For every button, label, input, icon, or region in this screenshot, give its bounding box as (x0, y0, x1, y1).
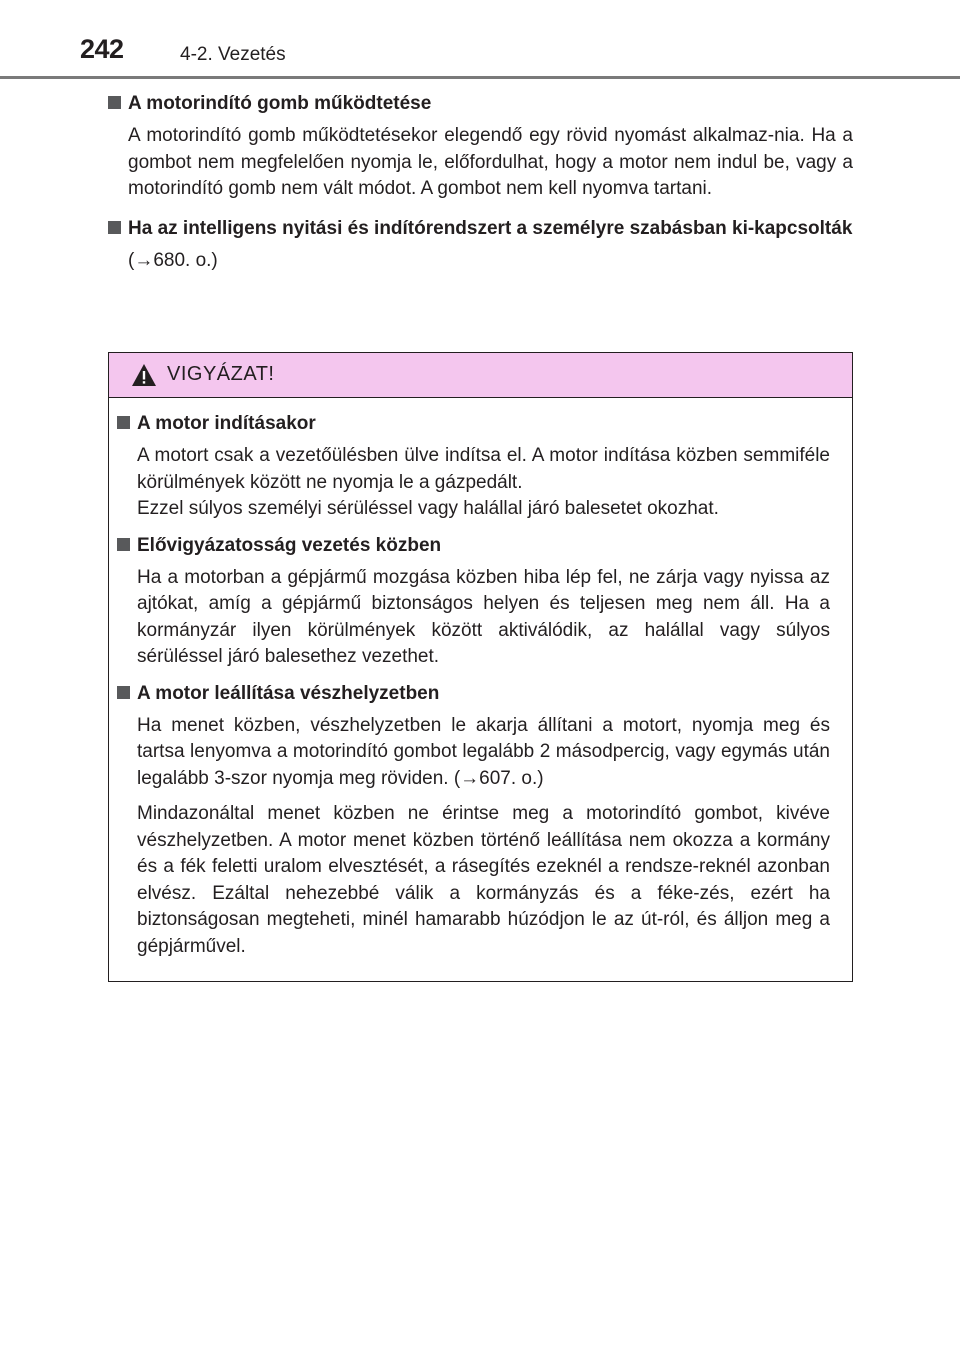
warning-title: VIGYÁZAT! (167, 363, 275, 385)
header-divider (0, 76, 960, 79)
warning-section-emergency-stop (117, 680, 830, 961)
section-start-button-operation (108, 90, 853, 203)
warning-section-heading-text: A motor indításakor (137, 413, 316, 434)
warning-section-heading-text: A motor leállítása vészhelyzetben (137, 682, 440, 704)
square-bullet-icon (108, 96, 121, 109)
warning-section-heading (117, 532, 830, 559)
warning-section-heading (117, 680, 830, 707)
section-heading (108, 90, 853, 117)
warning-section-heading (117, 410, 830, 437)
page-number: 242 (80, 34, 124, 64)
section-paragraph: A motorindító gomb működtetésekor elegendő egy rövid nyomást alkalmaz-nia. Ha a gombot nem megfelelően nyomja le, előfordulhat, hogy a motor nem indul be, vagy a motorindító gomb nem vált módot. A gombot nem kell nyomva tartani. (128, 125, 853, 199)
warning-triangle-icon (131, 363, 157, 387)
section-heading-text: A motorindító gomb működtetése (128, 93, 432, 114)
section-label: 4-2. Vezetés (180, 44, 286, 65)
warning-paragraph: Ezzel súlyos személyi sérüléssel vagy halállal járó balesetet okozhat. (137, 498, 719, 519)
warning-body (109, 398, 852, 960)
warning-header (109, 353, 852, 398)
square-bullet-icon (117, 416, 130, 429)
square-bullet-icon (108, 221, 121, 234)
warning-section-starting (117, 410, 830, 523)
warning-box (108, 352, 853, 982)
warning-paragraph: Ha a motorban a gépjármű mozgása közben hiba lép fel, ne zárja vagy nyissa az ajtókat, amíg a gépjármű biztonságos helyen és teljesen meg nem áll. Ha a kormányzár ilyen körülmények között aktiválódik, az halállal vagy súlyos sérüléssel járó balesethez vezethet. (137, 566, 830, 667)
section-heading-text: Ha az intelligens nyitási és indítórendszert a személyre szabásban ki-kapcsolták (128, 217, 853, 239)
square-bullet-icon (117, 538, 130, 551)
warning-paragraph: Ha menet közben, vészhelyzetben le akarja állítani a motort, nyomja meg és tartsa lenyomva a motorindító gombot legalább 2 másodpercig, vagy egymás után legalább 3-szor nyomja meg röviden. (→607. o.) (137, 714, 830, 789)
main-content (108, 90, 853, 286)
warning-section-heading-text: Elővigyázatosság vezetés közben (137, 534, 442, 556)
square-bullet-icon (117, 686, 130, 699)
page-reference: (→680. o.) (128, 249, 218, 271)
warning-paragraph: Mindazonáltal menet közben ne érintse meg a motorindító gombot, kivéve vészhelyzetben. A motor menet közben történő leállítása nem okozza a kormány és a fék feletti uralom elvesztését, a rásegítés ezeknél a rendsze-reknél azonban elvész. Ezáltal nehezebbé válik a kormányzás és a féke-zés, ezért ha biztonságosan megteheti, minél hamarabb húzódjon le az út-ról, és álljon meg a gépjárművel. (137, 803, 830, 957)
warning-section-driving (117, 532, 830, 671)
section-heading (108, 215, 853, 242)
warning-paragraph: A motort csak a vezetőülésben ülve indítsa el. A motor indítása közben semmiféle körülmények között ne nyomja le a gázpedált. (137, 445, 830, 493)
section-smart-key-disabled (108, 215, 853, 275)
page-header (0, 0, 960, 80)
